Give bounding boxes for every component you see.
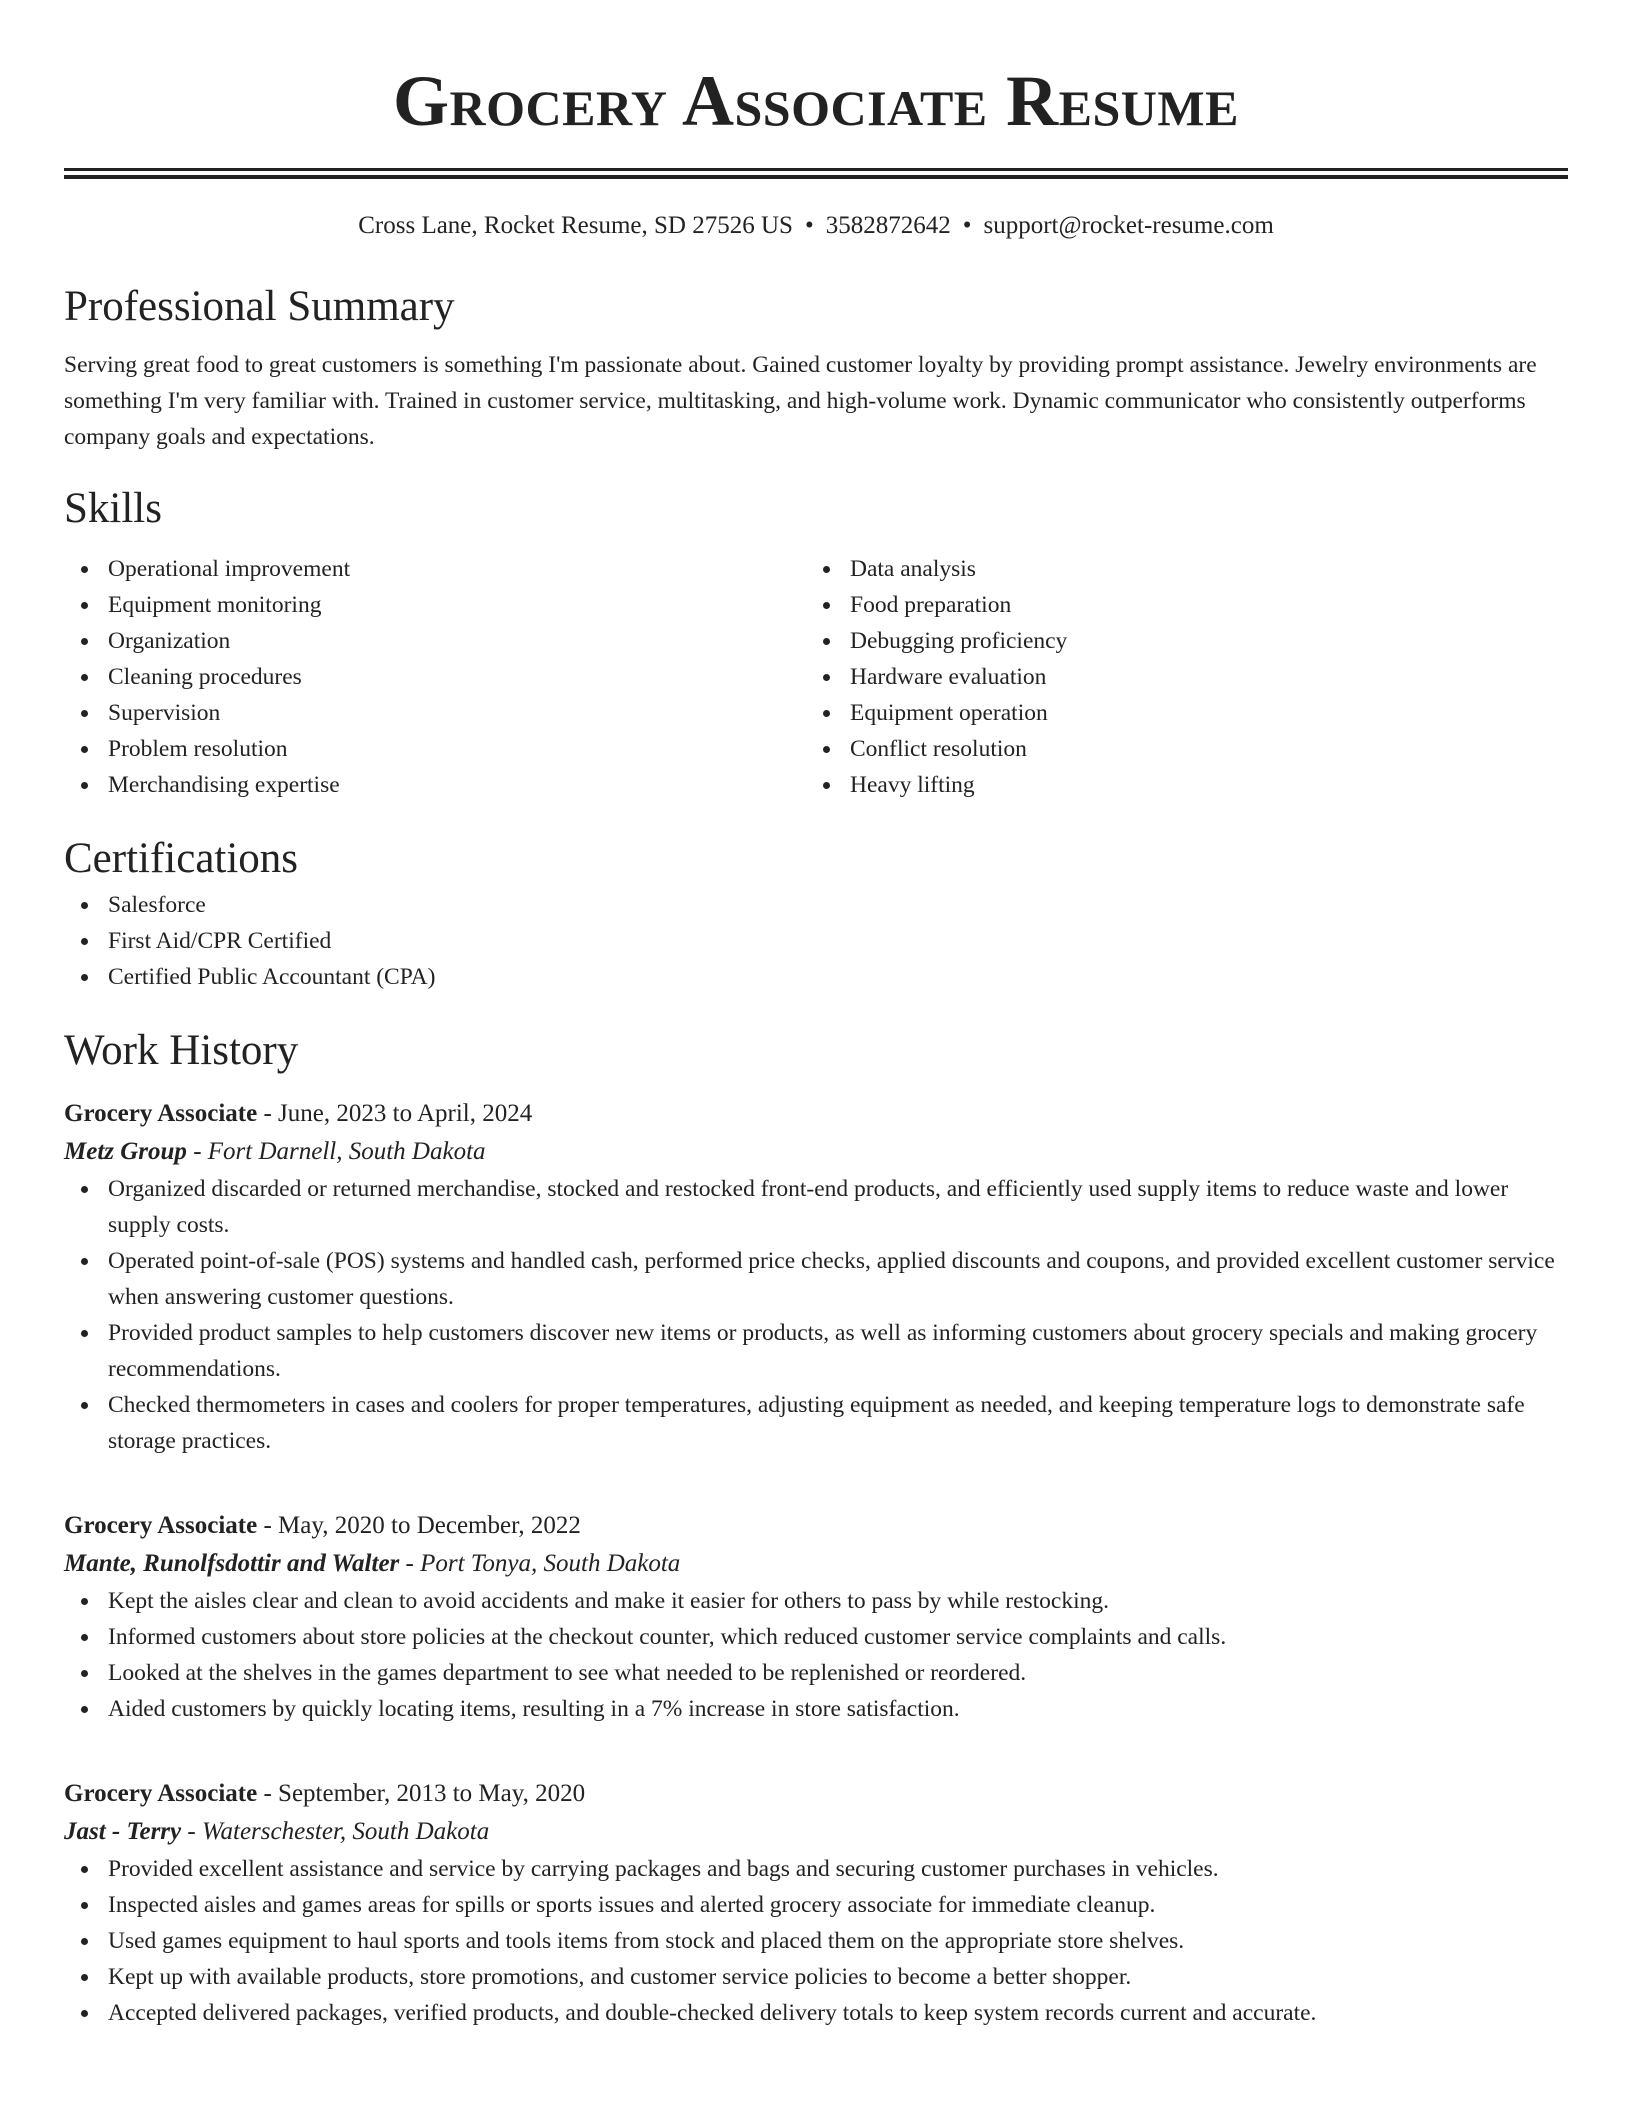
job-duty: Accepted delivered packages, verified products, and double-checked delivery totals to keep system records current and accurate. [64,1995,1568,2031]
job-location: - Fort Darnell, South Dakota [186,1138,486,1165]
job-title: Grocery Associate [64,1100,258,1127]
certification-item: Salesforce [64,887,1568,923]
certification-item: Certified Public Accountant (CPA) [64,959,1568,995]
skills-grid [64,551,1568,803]
skill-item: Data analysis [806,551,1548,587]
job-company: Metz Group [64,1138,187,1165]
job-duty: Provided excellent assistance and service by carrying packages and bags and securing customer purchases in vehicles. [64,1851,1568,1887]
skill-item: Supervision [64,695,806,731]
job-dates: - May, 2020 to December, 2022 [257,1512,581,1539]
skill-item: Heavy lifting [806,767,1548,803]
job-employer [64,1813,1568,1851]
job-duty: Organized discarded or returned merchandise, stocked and restocked front-end products, and efficiently used supply items to reduce waste and lower supply costs. [64,1171,1568,1243]
job-header [64,1095,1568,1133]
skill-item: Operational improvement [64,551,806,587]
skill-item: Food preparation [806,587,1548,623]
contact-address: Cross Lane, Rocket Resume, SD 27526 US [358,212,793,239]
summary-text: Serving great food to great customers is something I'm passionate about. Gained customer loyalty by providing prompt assistance. Jewelry environments are something I'm very familiar with. Trained in customer service, multitasking, and high-volume work. Dynamic communicator who consistently outperforms company goals and expectations. [64,352,1537,450]
job-company: Mante, Runolfsdottir and Walter [64,1550,400,1577]
certifications-heading: Certifications [64,835,299,882]
job-duties-list [64,1851,1568,2031]
resume-page [64,0,1568,2031]
job-header [64,1507,1568,1545]
job-duty: Checked thermometers in cases and coolers for proper temperatures, adjusting equipment as needed, and keeping temperature logs to demonstrate safe storage practices. [64,1387,1568,1459]
job-duty: Used games equipment to haul sports and tools items from stock and placed them on the appropriate store shelves. [64,1923,1568,1959]
job-employer [64,1545,1568,1583]
work-history-heading: Work History [64,1027,299,1074]
skill-item: Debugging proficiency [806,623,1548,659]
skills-column-left [64,551,806,803]
certifications-list [64,887,1568,995]
contact-phone: 3582872642 [825,212,951,239]
job-entry [64,1507,1568,1727]
skill-item: Problem resolution [64,731,806,767]
job-employer [64,1133,1568,1171]
job-company: Jast - Terry [64,1818,182,1845]
resume-title: Grocery Associate Resume [393,61,1239,141]
skills-column-right [806,551,1548,803]
contact-separator: • [804,212,814,239]
skill-item: Hardware evaluation [806,659,1548,695]
job-duty: Kept the aisles clear and clean to avoid accidents and make it easier for others to pass by while restocking. [64,1583,1568,1619]
job-dates: - September, 2013 to May, 2020 [257,1780,586,1807]
skill-item: Equipment monitoring [64,587,806,623]
job-duty: Looked at the shelves in the games department to see what needed to be replenished or reordered. [64,1655,1568,1691]
job-entry [64,1095,1568,1459]
job-title: Grocery Associate [64,1780,258,1807]
skill-item: Merchandising expertise [64,767,806,803]
skills-list-right [806,551,1548,803]
skills-list-left [64,551,806,803]
job-duty: Inspected aisles and games areas for spills or sports issues and alerted grocery associate for immediate cleanup. [64,1887,1568,1923]
skill-item: Equipment operation [806,695,1548,731]
job-duties-list [64,1171,1568,1459]
certification-item: First Aid/CPR Certified [64,923,1568,959]
skill-item: Cleaning procedures [64,659,806,695]
job-duty: Operated point-of-sale (POS) systems and handled cash, performed price checks, applied discounts and coupons, and provided excellent customer service when answering customer questions. [64,1243,1568,1315]
contact-email: support@rocket-resume.com [983,212,1274,239]
job-location: - Waterschester, South Dakota [181,1818,490,1845]
job-location: - Port Tonya, South Dakota [399,1550,681,1577]
job-header [64,1775,1568,1813]
job-duty: Informed customers about store policies at the checkout counter, which reduced customer service complaints and calls. [64,1619,1568,1655]
job-dates: - June, 2023 to April, 2024 [257,1100,533,1127]
contact-line [64,209,1568,243]
job-duty: Aided customers by quickly locating items, resulting in a 7% increase in store satisfaction. [64,1691,1568,1727]
contact-separator: • [962,212,972,239]
job-title: Grocery Associate [64,1512,258,1539]
job-duties-list [64,1583,1568,1727]
job-duty: Kept up with available products, store promotions, and customer service policies to become a better shopper. [64,1959,1568,1995]
job-entry [64,1775,1568,2031]
summary-heading: Professional Summary [64,283,455,330]
job-duty: Provided product samples to help customers discover new items or products, as well as informing customers about grocery specials and making grocery recommendations. [64,1315,1568,1387]
skill-item: Organization [64,623,806,659]
skill-item: Conflict resolution [806,731,1548,767]
skills-heading: Skills [64,485,162,532]
title-divider [64,168,1568,179]
